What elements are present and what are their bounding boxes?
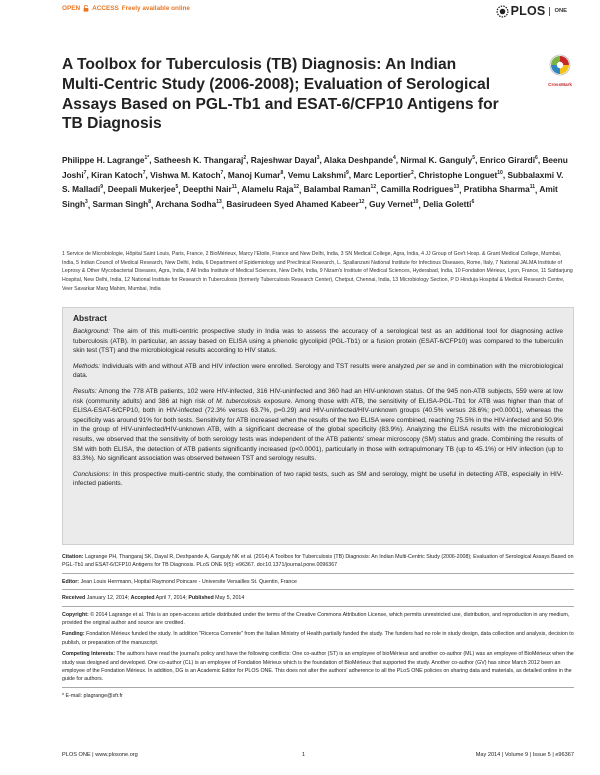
author-affiliation-mark: 3 (316, 155, 320, 161)
conclusions-text: In this prospective multi-centric study, the combination of two rapid tests, such as SM and serology, might be useful in detecting ATB, especially in HIV-infected patients. (73, 470, 564, 488)
author-name: Kiran Katoch (91, 169, 143, 180)
editor (62, 578, 574, 586)
author-name: Deepali Mukerjee (107, 184, 176, 195)
author-name: Rajeshwar Dayal (250, 154, 317, 165)
author-affiliation-mark: 7 (142, 169, 146, 176)
copyright-label: Copyright: (62, 611, 89, 618)
results-text-a: Among the 778 ATB patients, 102 were HIV-infected, 316 HIV-uninfected and 360 had an HIV-unknown status. Of the 945 non-ATB subjects, 559 were at low risk (community adults) and 386 at high risk of (73, 387, 563, 405)
funding-label: Funding: (62, 631, 85, 638)
author (418, 170, 502, 180)
author-affiliation-mark: 9 (346, 169, 349, 176)
author (369, 199, 418, 209)
background-text: The aim of this multi-centric prospective study in India was to assess the accuracy of a serological test as an additional tool for diagnosing active tuberculosis (ATB). In particular, an assay based on ELISA using a phenolic glycolipid (PGL-Tb1) or a fusion protein (ESAT-6/CFP10) was compared to the tuberculin skin test (TST) and the microbiological results according to HIV status. (73, 328, 564, 355)
footer-url[interactable]: www.plosone.org (95, 752, 138, 758)
author-name: Balambal Raman (303, 184, 371, 195)
author-affiliation-mark: 4 (392, 155, 396, 161)
affiliations: 1 Service de Microbiologie, Hôpital Saint Louis, Paris, France, 2 BioMérieux, Marcy l'Etoile, France and New Delhi, India, 3 SN Medical College, Agra, India, 4 JJ Group of Gov't Hosp. & Grant Medical College, Mumbai, India, 5 Indian Council of Medical Research, New Delhi, India, 6 Department of Epidemiology and Preclinical Research, L. Spallanzani National Institute for Infectious Diseases, Rome, Italy, 7 National JALMA Institute of Leprosy & Other Mycobacterial Diseases, Agra, India, 8 All India Institute of Medical Sciences, New Delhi, India, 9 Nizam's Institute of Medical Sciences, Hyderabad, India, 10 Fondation Mérieux, Lyon, France, 11 Safdarjung Hospital, New Delhi, India, 12 National Institute for Research in Tuberculosis (formerly Tuberculosis Research Center), Chetput, Chennai, India, 13 Microbiology Section, P D Hinduja Hospital & Medical Research Centre, Veer Savarkar Marg Mahim, Mumbai, India (62, 251, 573, 292)
author-affiliation-mark: 8 (148, 199, 152, 206)
author-affiliation-mark: 13 (453, 184, 460, 191)
abstract-conclusions (73, 470, 563, 489)
crossmark-label: CrossMark (548, 82, 572, 87)
author-affiliation-mark: 8 (280, 169, 284, 176)
plos-brand: PLOS (510, 4, 546, 18)
author-name: Christophe Longuet (418, 169, 498, 180)
author-name: Amit Singh (62, 184, 558, 210)
author-affiliation-mark: 2 (243, 155, 247, 161)
author-affiliation-mark: 6 (471, 199, 475, 206)
received-date: January 12, 2014; (86, 595, 130, 602)
author (108, 184, 179, 194)
email-symbol: * (62, 692, 65, 699)
abstract-methods (73, 362, 563, 381)
author-name: Deepthi Nair (182, 184, 232, 195)
funding-text: Fondation Mérieux funded the study. In addition "Ricerca Corrente" from the Italian Ministry of Health partially funded the study. The funders had no role in study design, data collection and analysis, decision to publish, or preparation of the manuscript. (62, 631, 574, 646)
article-title: A Toolbox for Tuberculosis (TB) Diagnosis: An Indian Multi-Centric Study (2006-2008); Evaluation of Serological Assays Based on PGL-Tb1 and ESAT-6/CFP10 Antigens for TB Diagnosis (62, 56, 499, 133)
author (464, 184, 535, 194)
author (304, 184, 376, 194)
author (400, 155, 475, 165)
author-name: Vemu Lakshmi (287, 169, 346, 180)
author (150, 170, 223, 180)
author-name: Delia Goletti (423, 199, 472, 210)
author-affiliation-mark: 7 (83, 169, 87, 176)
author (353, 170, 413, 180)
author (155, 199, 221, 209)
methods-text-b: and in combination with the microbiological data. (73, 362, 564, 380)
author-affiliation-mark: 3 (85, 199, 88, 206)
results-label: Results: (73, 387, 97, 395)
author (288, 170, 349, 180)
abstract-box (62, 307, 574, 545)
abstract-heading: Abstract (73, 313, 107, 323)
author (480, 155, 538, 165)
author-affiliation-mark: 5 (472, 155, 476, 161)
author-affiliation-mark: 5 (175, 184, 179, 191)
author-name: Basirudeen Syed Ahamed Kabeer (226, 199, 359, 210)
author (183, 184, 237, 194)
correspondence (62, 692, 574, 700)
author-affiliation-mark: 12 (293, 184, 300, 191)
funding (62, 630, 574, 647)
plos-one-sub: ONE (554, 8, 567, 14)
author-affiliation-mark: 11 (529, 184, 536, 191)
dates (62, 594, 574, 602)
author-affiliation-mark: 6 (535, 155, 538, 161)
author-name: Beenu Joshi (62, 154, 568, 180)
accepted-label: Accepted (130, 595, 155, 602)
author-affiliation-mark: 12 (358, 199, 365, 206)
divider (62, 606, 574, 607)
author-name: Nirmal K. Ganguly (400, 154, 473, 165)
open-access-badge (62, 5, 190, 12)
email-label: E-mail: (65, 692, 83, 699)
competing-label: Competing Interests: (62, 651, 115, 658)
methods-text-a: Individuals with and without ATB and HIV infection were enrolled. Serology and TST results were analyzed (102, 362, 415, 370)
email-address[interactable]: plagrange@sfr.fr (83, 692, 123, 699)
citation-text: Lagrange PH, Thangaraj SK, Dayal R, Deshpande A, Ganguly NK et al. (2014) A Toolbox for Tuberculosis (TB) Diagnosis: An Indian Multi-Centric Study (2006-2008); Evaluation of Serological Assays Based on PGL-Tb1 and ESAT-6/CFP10 Antigens for TB Diagnosis. PLoS ONE 9(5): e96367. doi:10.1371/journal.pone.0096367 (62, 554, 574, 569)
editor-label: Editor: (62, 578, 80, 585)
author (324, 155, 396, 165)
footer-journal (62, 752, 138, 758)
author-name: Archana Sodha (155, 199, 217, 210)
author-name: Vishwa M. Katoch (150, 169, 221, 180)
author-name: Satheesh K. Thangaraj (153, 154, 244, 165)
methods-text-em: per se (416, 362, 435, 370)
background-label: Background: (73, 328, 110, 335)
author-name: Enrico Girardi (479, 154, 536, 165)
author-name: Pratibha Sharma (463, 184, 530, 195)
author-affiliation-mark: 7 (220, 169, 224, 176)
divider (62, 687, 574, 688)
author (241, 184, 299, 194)
crossmark-icon (549, 54, 571, 76)
article-metadata (62, 553, 574, 703)
open-lock-icon (83, 5, 89, 12)
access-label: ACCESS (92, 5, 119, 12)
copyright-text: © 2014 Lagrange et al. This is an open-access article distributed under the terms of the Creative Commons Attribution License, which permits unrestricted use, distribution, and reproduction in any medium, provided the original author and source are credited. (62, 611, 570, 627)
divider (62, 573, 574, 574)
conclusions-label: Conclusions: (73, 470, 111, 478)
author-name: Philippe H. Lagrange (62, 154, 145, 165)
author-name: Manoj Kumar (227, 169, 281, 180)
abstract-background (73, 327, 563, 356)
plos-one-logo (496, 4, 567, 18)
logo-divider (549, 7, 550, 16)
author-affiliation-mark: 13 (216, 199, 222, 206)
author (154, 155, 246, 165)
author-name: Alamelu Raja (241, 184, 294, 195)
results-text-b: exposure. Among those with ATB, the sensitivity of ELISA-PGL-Tb1 for ATB was higher than that of ELISA-ESAT-6/CFP10, both in HIV-infected (72.3% versus 63.7%, p=0.29) and HIV-uninfected/HIV-unknown groups (40.5% versus 28.6%; p<0.0001), whereas the specificity was around 91% for both tests. Sensitivity for ATB increased when the results of the two ELISA were combined, reaching 75.5% in the HIV-infected and 50.9% in the group of HIV-uninfected/HIV-unknown ATB, with a significant decrease of the global specificity (83.9%). Analyzing the ELISA results with the microbiological results, we observed that the sensitivity of both serology tests was independent of the ATB patients' smear microscopy (SM) status and grade. Combining the results of SM with both ELISA, the detection of ATB patients significantly increased (p<0.0001), particularly in those with extrapulmonary TB (up to 45.1%) or HIV infection (up to 83.3%). No significant association was observed between TST and serology results. (73, 397, 564, 463)
author-name: Alaka Deshpande (323, 154, 393, 165)
author (62, 155, 149, 165)
crossmark-badge[interactable] (545, 54, 575, 87)
author-affiliation-mark: 2 (411, 169, 414, 176)
author-affiliation-mark: 11 (231, 184, 238, 191)
author (251, 155, 320, 165)
author-affiliation-mark: 10 (497, 169, 503, 176)
author (228, 170, 283, 180)
copyright (62, 611, 574, 628)
author (92, 199, 151, 209)
published-label: Published (188, 595, 214, 602)
divider (62, 589, 574, 590)
author-affiliation-mark: 12 (370, 184, 377, 191)
author-affiliation-mark: 10 (412, 199, 419, 206)
author (381, 184, 459, 194)
methods-label: Methods: (73, 362, 100, 370)
open-label: OPEN (62, 5, 81, 12)
footer-journal-name: PLOS ONE (62, 752, 91, 758)
footer-separator: | (92, 752, 94, 758)
plos-sun-icon (496, 5, 509, 18)
author-name: Camilla Rodrigues (380, 184, 454, 195)
journal-header (62, 4, 567, 30)
author (91, 170, 145, 180)
competing-interests (62, 650, 574, 684)
author (423, 199, 474, 209)
citation (62, 553, 574, 570)
author-name: Guy Vernet (369, 199, 413, 210)
accepted-date: April 7, 2014; (155, 595, 187, 602)
author-affiliation-mark: 1* (144, 155, 150, 161)
editor-text: Jean Louis Herrmann, Hopital Raymond Poincare - Universite Versailles St. Quentin, France (80, 578, 297, 585)
author (226, 199, 364, 209)
author-name: Subbalaxmi V. S. Malladi (62, 169, 564, 195)
competing-text: The authors have read the journal's policy and have the following conflicts: One co-author (ST) is an employee of bioMérieux and another co-author (ML) was an employee of BioMérieux when the study was designed and developed. One co-author (CL) is an employee of Fondation Mérieux which is the foundation of BioMérieux that supported the study. Another co-author (GV) has since March 2012 been an employee of the Fondation Mérieux. In addition, DG is an Academic Editor for PLOS ONE. This does not alter the authors' adherence to all the PLoS ONE policies on sharing data and materials, as detailed online in the guide for authors. (62, 651, 574, 683)
page-number: 1 (302, 752, 306, 758)
author-list: Philippe H. Lagrange$^{1*}$, Satheesh K. Thangaraj$^2$, Rajeshwar Dayal$^3$, Alaka Deshpande$^4$, Nirmal K. Ganguly$^5$, Enrico Girardi$^6$, Beenu Joshi$^7$, Kiran Katoch$^7$, Vishwa M. Katoch$^7$, Manoj Kumar$^8$, Vemu Lakshmi$^9$, Marc Leportier$^2$, Christophe Longuet$^{10}$, Subbalaxmi V. S. Malladi$^9$, Deepali Mukerjee$^5$, Deepthi Nair$^{11}$, Alamelu Raja$^{12}$, Balambal Raman$^{12}$, Camilla Rodrigues$^{13}$, Pratibha Sharma$^{11}$, Amit Singh$^3$, Sarman Singh$^8$, Archana Sodha$^{13}$, Basirudeen Syed Ahamed Kabeer$^{12}$, Guy Vernet$^{10}$, Delia Goletti$^6$ (62, 154, 568, 210)
published-date: May 5, 2014 (215, 595, 245, 602)
received-label: Received (62, 595, 86, 602)
author-name: Marc Leportier (353, 169, 412, 180)
author-affiliation-mark: 9 (100, 184, 104, 191)
abstract-results (73, 387, 563, 464)
results-text-em: M. tuberculosis (216, 397, 261, 405)
issue-info: May 2014 | Volume 9 | Issue 5 | e96367 (475, 752, 574, 758)
freely-available-label: Freely available online (121, 5, 190, 12)
citation-label: Citation: (62, 554, 84, 560)
author-name: Sarman Singh (92, 199, 149, 210)
